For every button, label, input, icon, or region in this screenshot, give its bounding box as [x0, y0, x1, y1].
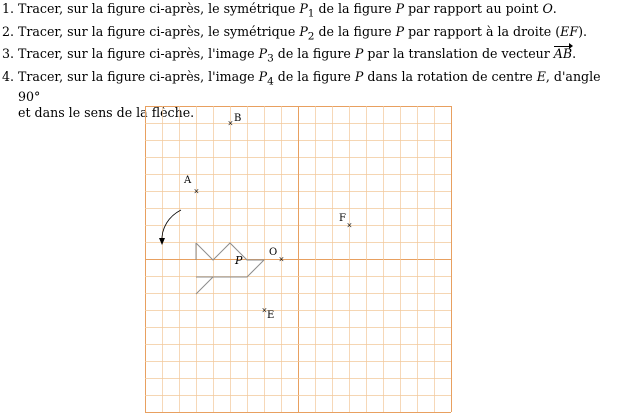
question-text: Tracer, sur la figure ci-après, l'image	[18, 68, 259, 84]
question-number: 4.	[2, 68, 15, 84]
point-o-cross-icon: ×	[278, 255, 285, 264]
figure-p-label: P	[235, 254, 243, 267]
math-symbol: P	[299, 23, 308, 39]
question-text: par rapport au point	[404, 1, 543, 16]
question-number: 1.	[2, 1, 15, 16]
math-symbol: E	[536, 68, 546, 84]
question-text: de la figure	[273, 68, 355, 84]
question-2	[0, 24, 618, 45]
math-symbol: P	[258, 68, 268, 84]
question-list	[0, 0, 618, 121]
math-symbol: P	[354, 46, 364, 62]
question-text: Tracer, sur la figure ci-après, l'image	[18, 46, 259, 62]
question-text: de la figure	[314, 23, 396, 39]
math-symbol: P	[258, 46, 268, 62]
question-text: .	[552, 1, 557, 16]
grid-figure	[145, 106, 453, 414]
vector-symbol: AB	[553, 46, 573, 62]
question-text: , d'angle 90°	[18, 68, 601, 105]
math-subscript: 4	[267, 75, 274, 88]
figure-p-shape	[196, 243, 264, 294]
point-a-cross-icon: ×	[193, 187, 200, 196]
question-text: .	[572, 46, 577, 62]
point-b-cross-icon: ×	[227, 119, 234, 128]
point-e-label: E	[267, 310, 275, 321]
question-text: par rapport à la droite (	[404, 23, 561, 39]
point-f-cross-icon: ×	[346, 221, 353, 230]
math-symbol: P	[299, 1, 308, 16]
question-text: et dans le sens de la flèche.	[18, 105, 195, 121]
question-text: Tracer, sur la figure ci-après, le symétrique	[18, 1, 300, 16]
question-1	[0, 1, 618, 22]
point-b-label: B	[234, 113, 242, 124]
question-text: par la translation de vecteur	[363, 46, 554, 62]
point-f-label: F	[339, 213, 346, 224]
point-marks	[183, 113, 352, 321]
point-a-label: A	[184, 175, 192, 186]
point-e-cross-icon: ×	[261, 306, 268, 315]
question-3	[0, 46, 618, 67]
math-symbol: P	[354, 68, 364, 84]
question-number: 3.	[2, 46, 15, 62]
math-subscript: 1	[307, 7, 315, 20]
figure-p-tail	[196, 277, 213, 294]
question-number: 2.	[2, 23, 15, 39]
math-symbol: O	[542, 1, 553, 16]
math-symbol: EF	[560, 23, 579, 39]
question-text: de la figure	[273, 46, 355, 62]
question-text: ).	[578, 23, 588, 39]
grid-lines	[145, 106, 452, 413]
math-subscript: 3	[267, 52, 274, 65]
math-symbol: P	[395, 23, 405, 39]
question-text: dans la rotation de centre	[363, 68, 537, 84]
question-text: Tracer, sur la figure ci-après, le symétrique	[18, 23, 300, 39]
math-symbol: P	[395, 1, 405, 16]
math-subscript: 2	[307, 30, 315, 43]
point-o-label: O	[269, 247, 278, 258]
question-text: de la figure	[314, 1, 396, 16]
